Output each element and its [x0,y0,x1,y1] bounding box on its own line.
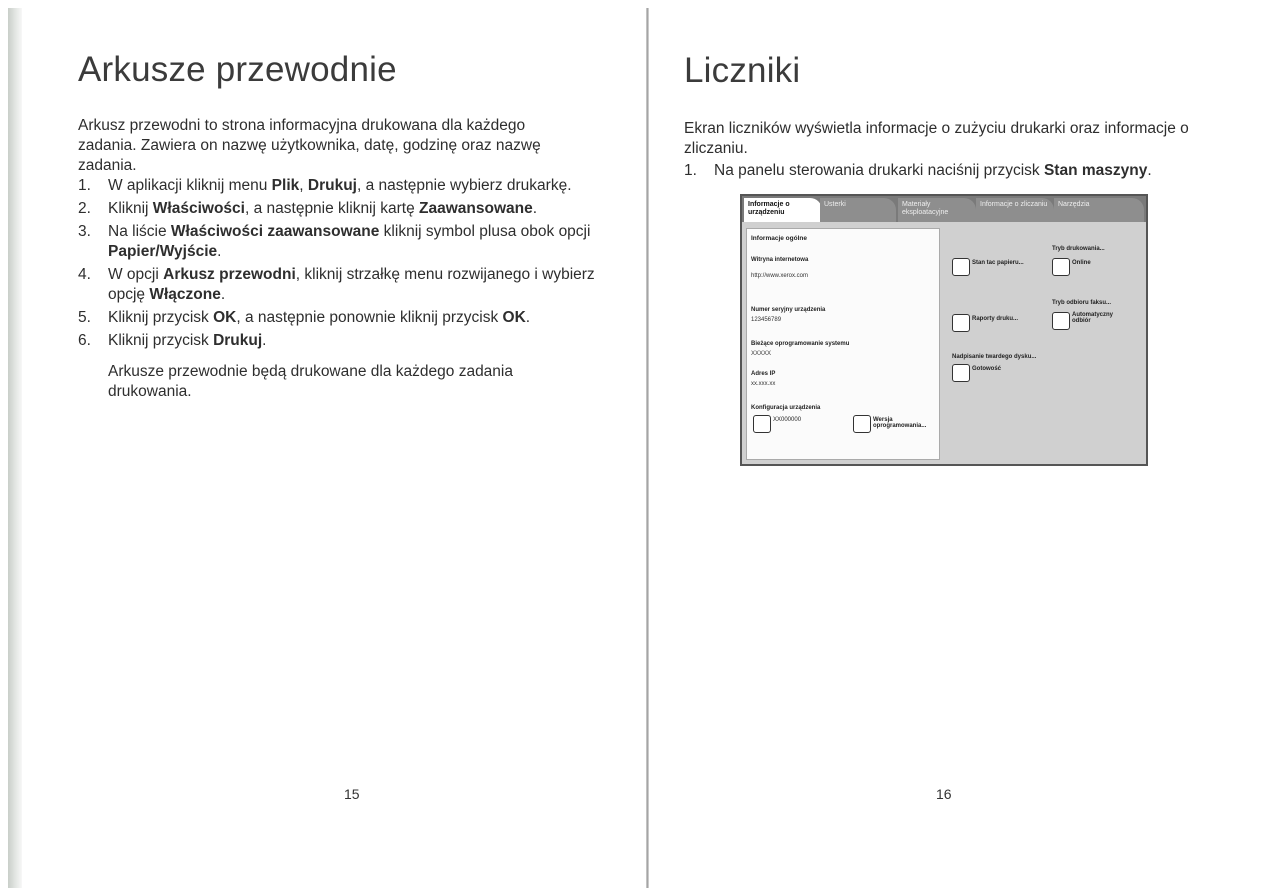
step-text: Kliknij [108,200,153,217]
step-emphasis: Drukuj [213,332,263,349]
step-text: , a następnie ponownie kliknij przycisk [236,309,503,326]
step-number: 5. [78,309,91,326]
website-value: http://www.xerox.com [751,273,809,279]
print-reports-button [952,314,970,332]
config-button-label: XX000000 [773,417,802,423]
step-text: Na liście [108,223,171,240]
print-reports-label: Raporty druku... [972,316,1019,322]
step-text: Kliknij przycisk [108,332,214,349]
step-text: Kliknij przycisk [108,309,214,326]
tab-device-info: Informacje o urządzeniu [744,198,822,222]
tray-status-button [952,258,970,276]
book-spine-shadow [8,8,22,888]
step-text: . [262,332,267,349]
tab-supplies: Materiały eksploatacyjne [898,198,976,222]
tab-bar [742,196,1146,222]
tab-tools: Narzędzia [1054,198,1144,222]
step-emphasis: OK [213,309,237,326]
step-emphasis: Zaawansowane [419,200,533,217]
page-title: Arkusze przewodnie [78,50,397,89]
step-item [78,331,618,351]
step-text: , kliknij strzałkę menu rozwijanego i wybierz opcję [108,266,595,303]
step-text: . [220,286,226,303]
step-text: W opcji [108,266,164,283]
step-text: . [217,243,222,260]
step-item [78,308,618,328]
step-text: W aplikacji kliknij menu [108,177,272,194]
ip-value: xx.xxx.xx [751,381,776,387]
step-emphasis: Drukuj [307,177,357,194]
tab-billing-info: Informacje o zliczaniu [976,198,1054,222]
ip-label: Adres IP [751,371,776,377]
print-mode-label: Tryb drukowania... [1052,246,1105,252]
steps-list [78,176,618,354]
disk-overwrite-label: Nadpisanie twardego dysku... [952,354,1037,360]
tray-status-label: Stan tac papieru... [972,260,1024,266]
left-page [30,0,640,893]
outro-paragraph: Arkusze przewodnie będą drukowane dla każdego zadania drukowania. [108,363,513,400]
step-item [684,161,1224,181]
page-number: 16 [936,786,952,802]
step-emphasis: Papier/Wyjście [108,243,218,260]
device-screen-illustration [740,194,1148,466]
step-text: , [299,177,308,194]
page-title: Liczniki [684,51,801,90]
step-emphasis: Właściwości [152,200,245,217]
software-version-label: Wersja oprogramowania... [873,417,927,429]
step-number: 1. [78,177,91,194]
online-button [1052,258,1070,276]
page-number: 15 [344,786,360,802]
step-text: , a następnie wybierz drukarkę. [356,177,572,194]
fax-receive-mode-label: Tryb odbioru faksu... [1052,300,1112,306]
step-emphasis: OK [502,309,526,326]
intro-paragraph: Arkusz przewodni to strona informacyjna drukowana dla każdego zadania. Zawiera on nazwę użytkownika, datę, godzinę oraz nazwę zadania. [78,117,541,174]
panel-title: Informacje ogólne [751,235,807,242]
step-emphasis: Arkusz przewodni [163,266,296,283]
online-label: Online [1072,260,1091,266]
step-number: 1. [684,162,697,179]
config-label: Konfiguracja urządzenia [751,405,821,411]
step-text: Na panelu sterowania drukarki naciśnij przycisk [714,162,1044,179]
step-text: . [525,309,531,326]
step-text: . [1147,162,1152,179]
ready-label: Gotowość [972,366,1002,372]
page-fold [646,8,649,888]
auto-receive-button [1052,312,1070,330]
software-version-button [853,415,871,433]
step-text: , a następnie kliknij kartę [244,200,420,217]
right-page [656,0,1256,893]
software-label: Bieżące oprogramowanie systemu [751,341,850,347]
step-item [78,199,618,219]
step-number: 2. [78,200,91,217]
step-text: kliknij symbol plusa obok opcji [379,223,591,240]
step-emphasis: Włączone [149,286,221,303]
software-value: XXXXX [751,351,772,357]
step-number: 4. [78,266,91,283]
general-info-panel [746,228,940,460]
step-number: 3. [78,223,91,240]
ready-button [952,364,970,382]
auto-receive-label: Automatyczny odbiór [1072,312,1114,324]
step-emphasis: Stan maszyny [1043,162,1148,179]
step-item [78,265,618,305]
steps-list [684,161,1224,184]
website-label: Witryna internetowa [751,257,809,263]
serial-value: 123456789 [751,317,782,323]
step-emphasis: Właściwości zaawansowane [170,223,380,240]
serial-label: Numer seryjny urządzenia [751,307,826,313]
step-text: . [532,200,538,217]
tab-faults: Usterki [820,198,896,222]
step-item [78,222,618,262]
step-emphasis: Plik [271,177,300,194]
step-number: 6. [78,332,91,349]
config-button [753,415,771,433]
step-item [78,176,618,196]
intro-paragraph: Ekran liczników wyświetla informacje o zużyciu drukarki oraz informacje o zliczaniu. [684,120,1189,157]
